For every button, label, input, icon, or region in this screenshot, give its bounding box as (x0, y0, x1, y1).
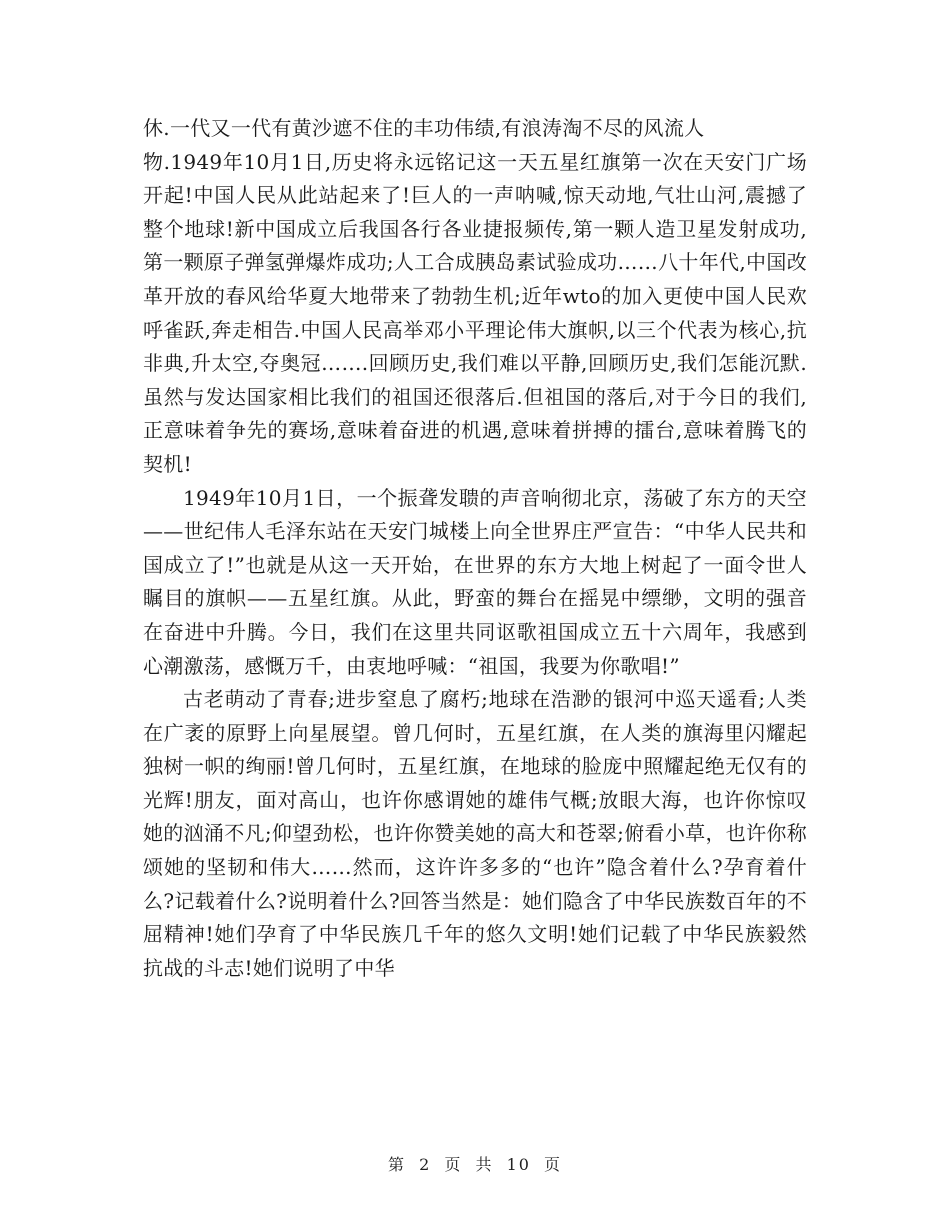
page-current: 2 (419, 1155, 432, 1174)
footer-label-di: 第 (387, 1155, 406, 1174)
paragraph-3: 古老萌动了青春;进步窒息了腐朽;地球在浩渺的银河中巡天遥看;人类在广袤的原野上向星展望。曾几何时，五星红旗，在人类的旗海里闪耀起独树一帜的绚丽!曾几何时，五星红旗，在地球的脸庞中照耀起绝无仅有的光辉!朋友，面对高山，也许你感谓她的雄伟气概;放眼大海，也许你惊叹她的汹涌不凡;仰望劲松，也许你赞美她的高大和苍翠;俯看小草，也许你称颂她的坚韧和伟大……然而，这许许多多的“也许”隐含着什么?孕育着什么?记载着什么?说明着什么?回答当然是：她们隐含了中华民族数百年的不屈精神!她们孕育了中华民族几千年的悠久文明!她们记载了中华民族毅然抗战的斗志!她们说明了中华 (143, 687, 807, 980)
paragraph-1: 休.一代又一代有黄沙遮不住的丰功伟绩,有浪涛淘不尽的风流人 物.1949年10月1日,历史将永远铭记这一天五星红旗第一次在天安门广场开起!中国人民从此站起来了!巨人的一声呐喊,惊天动地,气壮山河,震撼了整个地球!新中国成立后我国各行各业捷报频传,第一颗人造卫星发射成功,第一颗原子弹氢弹爆炸成功;人工合成胰岛素试验成功……八十年代,中国改革开放的春风给华夏大地带来了勃勃生机;近年wto的加入更使中国人民欢呼雀跃,奔走相告.中国人民高举邓小平理论伟大旗帜,以三个代表为核心,抗非典,升太空,夺奥冠…….回顾历史,我们难以平静,回顾历史,我们怎能沉默.虽然与发达国家相比我们的祖国还很落后.但祖国的落后,对于今日的我们,正意味着争先的赛场,意味着奋进的机遇,意味着拼搏的擂台,意味着腾飞的契机! (143, 116, 807, 476)
page-footer (0, 1152, 950, 1175)
footer-label-ye: 页 (444, 1155, 463, 1174)
footer-label-gong: 共 (475, 1155, 494, 1174)
body-text (143, 112, 807, 985)
paragraph-2: 1949年10月1日，一个振聋发聩的声音响彻北京，荡破了东方的天空——世纪伟人毛泽东站在天安门城楼上向全世界庄严宣告：“中华人民共和国成立了!”也就是从这一天开始，在世界的东方大地上树起了一面令世人瞩目的旗帜——五星红旗。从此，野蛮的舞台在摇晃中缥缈，文明的强音在奋进中升腾。今日，我们在这里共同讴歌祖国成立五十六周年，我感到心潮激荡，感慨万千，由衷地呼喊：“祖国，我要为你歌唱!” (143, 485, 807, 678)
page-total: 10 (506, 1155, 531, 1174)
footer-label-ye2: 页 (544, 1155, 563, 1174)
